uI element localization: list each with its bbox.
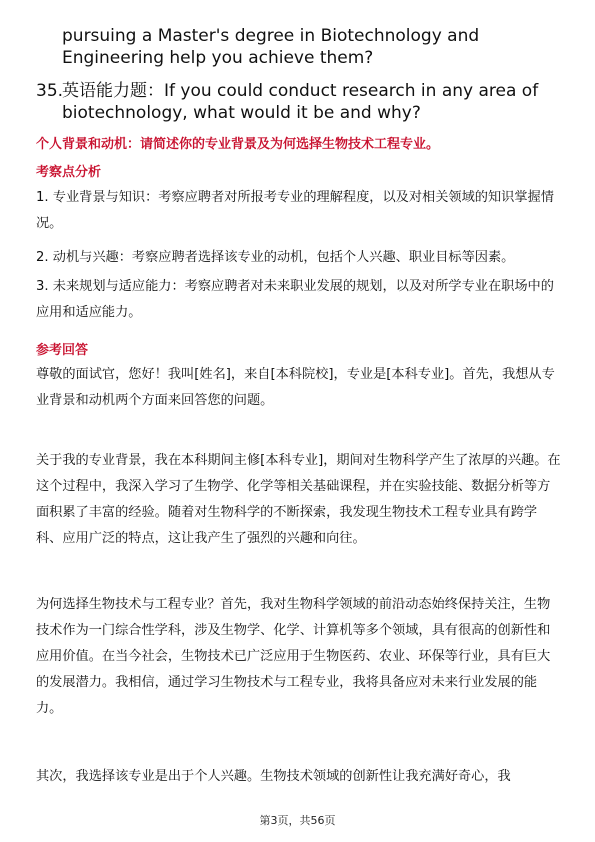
- answer-heading: 参考回答: [36, 343, 89, 358]
- section-heading: 个人背景和动机：请简述你的专业背景及为何选择生物技术工程专业。: [36, 137, 440, 152]
- question-continuation: pursuing a Master's degree in Biotechnology and Engineering help you achieve them?: [62, 26, 480, 68]
- analysis-heading: 考察点分析: [36, 165, 102, 180]
- analysis-item: 3. 未来规划与适应能力：考察应聘者对未来职业发展的规划，以及对所学专业在职场中的应用和适应能力。: [36, 279, 554, 320]
- answer-paragraph: 其次，我选择该专业是出于个人兴趣。生物技术领域的创新性让我充满好奇心，我: [36, 769, 511, 784]
- answer-paragraph: 关于我的专业背景，我在本科期间主修[本科专业]，期间对生物科学产生了浓厚的兴趣。在这个过程中，我深入学习了生物学、化学等相关基础课程，并在实验技能、数据分析等方面积累了丰富的经验。随着对生物科学的不断探索，我发现生物技术工程专业具有跨学科、应用广泛的特点，这让我产生了强烈的兴趣和向往。: [36, 453, 561, 546]
- page-footer: 第3页，共56页: [259, 814, 336, 827]
- question-text: 英语能力题：If you could conduct research in any area of biotechnology, what would it be and why?: [62, 81, 539, 123]
- question-number: 35.: [36, 81, 64, 101]
- question-item-35: [36, 80, 561, 124]
- analysis-item: 2. 动机与兴趣：考察应聘者选择该专业的动机，包括个人兴趣、职业目标等因素。: [36, 250, 515, 265]
- analysis-item: 1. 专业背景与知识：考察应聘者对所报考专业的理解程度，以及对相关领域的知识掌握情况。: [36, 190, 554, 231]
- answer-paragraph: 尊敬的面试官，您好！我叫[姓名]，来自[本科院校]，专业是[本科专业]。首先，我想从专业背景和动机两个方面来回答您的问题。: [36, 367, 555, 408]
- answer-paragraph: 为何选择生物技术与工程专业？首先，我对生物科学领域的前沿动态始终保持关注，生物技术作为一门综合性学科，涉及生物学、化学、计算机等多个领域，具有很高的创新性和应用价值。在当今社会，生物技术已广泛应用于生物医药、农业、环保等行业，具有巨大的发展潜力。我相信，通过学习生物技术与工程专业，我将具备应对未来行业发展的能力。: [36, 597, 551, 716]
